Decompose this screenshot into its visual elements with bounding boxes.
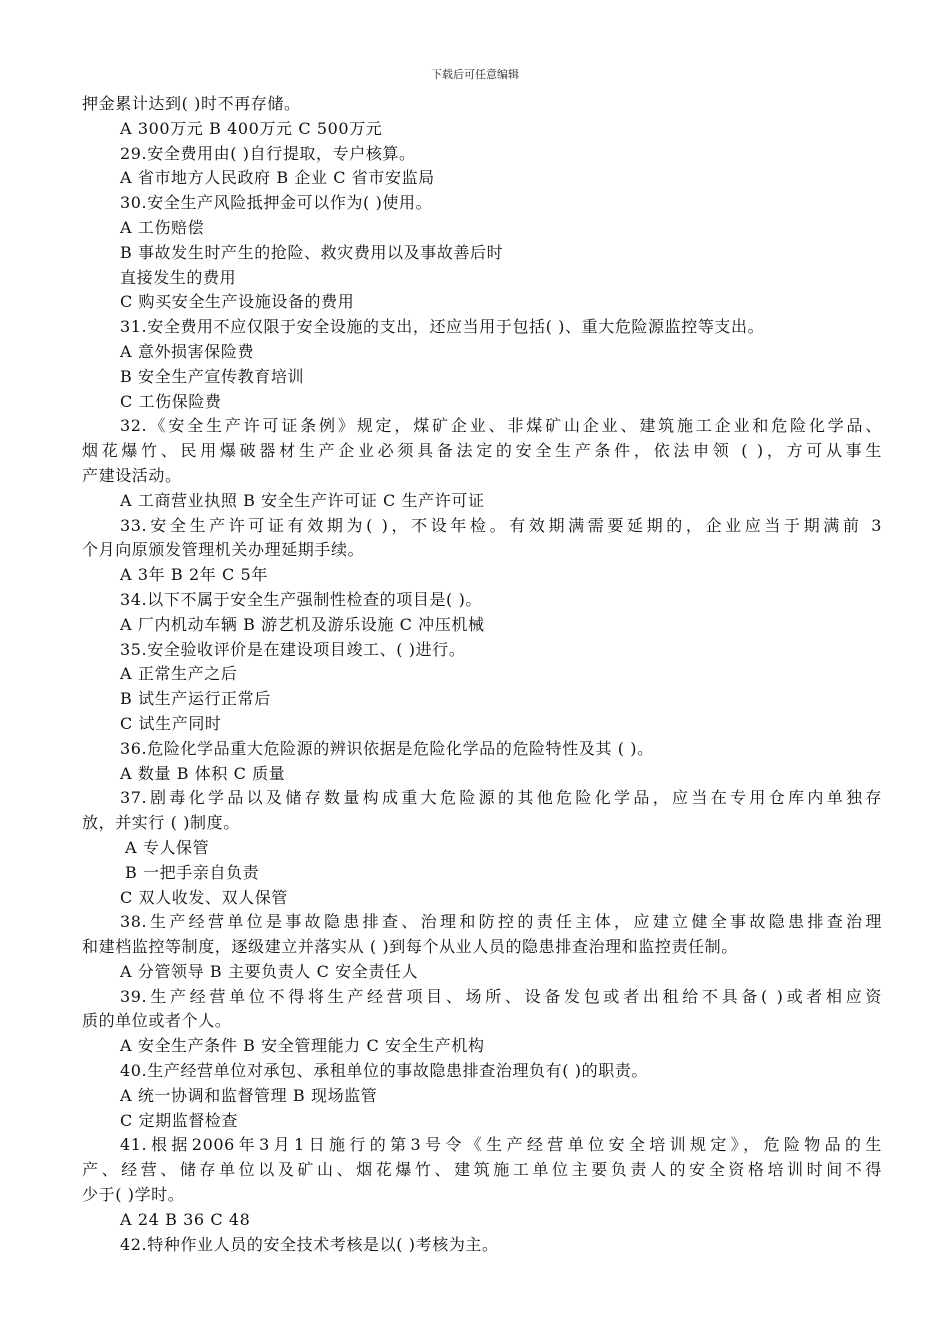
- text-line: 31.安全费用不应仅限于安全设施的支出，还应当用于包括( )、重大危险源监控等支出。: [120, 317, 765, 337]
- text-line: 放，并实行 ( )制度。: [82, 813, 240, 833]
- text-line: 30.安全生产风险抵押金可以作为( )使用。: [120, 193, 433, 213]
- text-line: 32.《安全生产许可证条例》规定，煤矿企业、非煤矿山企业、建筑施工企业和危险化学品、: [120, 416, 882, 436]
- text-line: 质的单位或者个人。: [82, 1011, 232, 1031]
- text-line: 38.生产经营单位是事故隐患排查、治理和防控的责任主体，应建立健全事故隐患排查治理: [120, 912, 882, 932]
- text-line: 34.以下不属于安全生产强制性检查的项目是( )。: [120, 589, 483, 609]
- text-line: B 试生产运行正常后: [120, 689, 271, 709]
- text-line: A 意外损害保险费: [120, 341, 255, 361]
- text-line: 押金累计达到( )时不再存储。: [82, 94, 301, 113]
- text-line: B 安全生产宣传教育培训: [120, 366, 305, 386]
- text-line: C 购买安全生产设施设备的费用: [120, 292, 355, 312]
- text-line: 产、经营、储存单位以及矿山、烟花爆竹、建筑施工单位主要负责人的安全资格培训时间不得: [82, 1160, 882, 1180]
- text-line: A 数量 B 体积 C 质量: [120, 763, 286, 783]
- text-line: 36.危险化学品重大危险源的辨识依据是危险化学品的危险特性及其 ( )。: [120, 738, 654, 758]
- text-line: 42.特种作业人员的安全技术考核是以( )考核为主。: [120, 1234, 499, 1254]
- text-line: B 事故发生时产生的抢险、救灾费用以及事故善后时: [120, 242, 504, 262]
- text-line: A 安全生产条件 B 安全管理能力 C 安全生产机构: [120, 1036, 485, 1056]
- text-line: C 工伤保险费: [120, 391, 222, 411]
- text-line: A 统一协调和监督管理 B 现场监管: [120, 1085, 378, 1105]
- text-line: A 3年 B 2年 C 5年: [120, 565, 268, 585]
- text-line: A 工伤赔偿: [120, 217, 205, 237]
- text-line: 33.安全生产许可证有效期为( )，不设年检。有效期满需要延期的，企业应当于期满前 3: [120, 515, 882, 535]
- text-line: A 省市地方人民政府 B 企业 C 省市安监局: [120, 168, 435, 188]
- text-line: 少于( )学时。: [82, 1185, 185, 1205]
- text-line: C 试生产同时: [120, 713, 222, 733]
- text-line: C 双人收发、双人保管: [120, 887, 288, 907]
- text-line: A 24 B 36 C 48: [120, 1209, 251, 1229]
- text-line: 直接发生的费用: [120, 267, 237, 287]
- text-line: A 厂内机动车辆 B 游艺机及游乐设施 C 冲压机械: [120, 614, 485, 634]
- text-line: 41.根据2006年3月1日施行的第3号令《生产经营单位安全培训规定》，危险物品的生: [120, 1135, 882, 1155]
- text-line: 个月向原颁发管理机关办理延期手续。: [82, 540, 365, 560]
- text-line: 和建档监控等制度，逐级建立并落实从 ( )到每个从业人员的隐患排查治理和监控责任制。: [82, 937, 738, 957]
- text-line: 40.生产经营单位对承包、承租单位的事故隐患排查治理负有( )的职责。: [120, 1061, 649, 1081]
- text-line: A 工商营业执照 B 安全生产许可证 C 生产许可证: [120, 490, 485, 510]
- text-line: 烟花爆竹、民用爆破器材生产企业必须具备法定的安全生产条件，依法申领 ( )，方可从事生: [82, 441, 882, 461]
- text-line: B 一把手亲自负责: [125, 862, 260, 882]
- text-line: A 专人保管: [125, 837, 210, 857]
- text-line: A 300万元 B 400万元 C 500万元: [120, 118, 383, 138]
- text-line: C 定期监督检查: [120, 1110, 239, 1130]
- text-line: 37.剧毒化学品以及储存数量构成重大危险源的其他危险化学品，应当在专用仓库内单独存: [120, 788, 882, 808]
- page-header: 下载后可任意编辑: [431, 68, 519, 81]
- document-body: [82, 92, 882, 1257]
- text-line: 产建设活动。: [82, 465, 182, 485]
- text-line: A 正常生产之后: [120, 664, 238, 684]
- text-line: 39.生产经营单位不得将生产经营项目、场所、设备发包或者出租给不具备( )或者相应资: [120, 986, 882, 1006]
- text-line: 35.安全验收评价是在建设项目竣工、( )进行。: [120, 639, 466, 659]
- text-line: A 分管领导 B 主要负责人 C 安全责任人: [120, 961, 419, 981]
- text-line: 29.安全费用由( )自行提取，专户核算。: [120, 143, 416, 163]
